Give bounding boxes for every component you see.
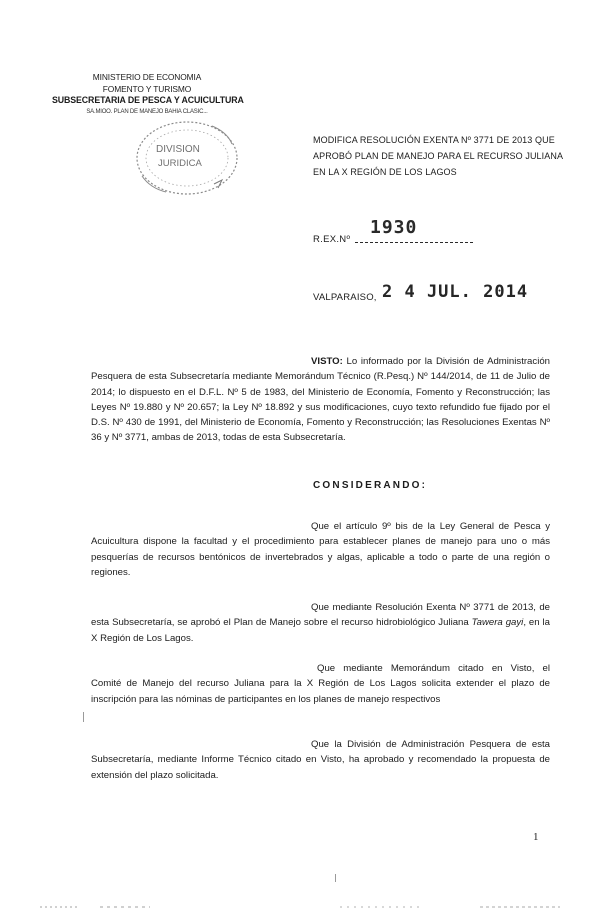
margin-mark: [335, 874, 336, 882]
stamp-line-2: JURIDICA: [158, 158, 202, 169]
letterhead-reference: SA.MIOO. PLAN DE MANEJO BAHIA CLASIC...: [86, 108, 208, 115]
subject-line-2: APROBÓ PLAN DE MANEJO PARA EL RECURSO JULIANA: [313, 151, 564, 161]
subject-line-3: EN LA X REGIÓN DE LOS LAGOS: [313, 167, 457, 177]
considerando-heading: CONSIDERANDO:: [313, 480, 428, 491]
subject-line-1: MODIFICA RESOLUCIÓN EXENTA Nº 3771 DE 2013 QUE: [313, 135, 555, 145]
stamp-line-1: DIVISION: [156, 144, 200, 155]
visto-label: VISTO:: [311, 356, 343, 367]
letterhead-subsecretaria: SUBSECRETARIA DE PESCA Y ACUICULTURA: [52, 95, 244, 105]
letterhead: [52, 72, 242, 117]
paragraph-2-text-before: Que mediante Resolución Exenta Nº 3771 de 2013, de esta Subsecretaría, se aprobó el Plan de Manejo sobre el recurso hidrobiológico Juliana: [91, 602, 550, 629]
considerando-paragraph-3: Que mediante Memorándum citado en Visto, el Comité de Manejo del recurso Juliana para la X Región de Los Lagos solicita extender el plazo de inscripción para las nóminas de participantes en los planes de manejo respectivos: [91, 663, 550, 705]
letterhead-ministry-sub: FOMENTO Y TURISMO: [102, 83, 192, 94]
scan-artifact-line: [40, 904, 560, 910]
page-number: 1: [533, 831, 539, 843]
considerando-paragraph-1: Que el artículo 9º bis de la Ley General de Pesca y Acuicultura dispone la facultad y el procedimiento para establecer planes de manejo para uno o más pesquerías de recursos bentónicos de invertebrados y algas, aplicable a todo o parte de una región o regiones.: [91, 521, 550, 578]
species-name: Tawera gayi: [471, 617, 524, 629]
resolution-number-label: R.EX.Nº: [313, 234, 351, 245]
division-juridica-stamp: [132, 118, 242, 198]
considerando-paragraph-4: Que la División de Administración Pesquera de esta Subsecretaría, mediante Informe Técnico citado en Visto, ha aprobado y recomendado la propuesta de extensión del plazo solicitada.: [91, 739, 550, 781]
resolution-number-stamp: 1930: [370, 217, 418, 238]
considerando-paragraph-2: [91, 600, 550, 646]
letterhead-ministry: MINISTERIO DE ECONOMIA: [92, 72, 202, 82]
place-label: VALPARAISO,: [313, 292, 377, 303]
resolution-number-underline: [355, 242, 473, 243]
paragraph-2-text-after: , en la X Región de Los Lagos.: [91, 617, 551, 644]
resolution-subject: [313, 132, 563, 180]
date-stamp: 2 4 JUL. 2014: [382, 282, 529, 302]
margin-mark: [83, 712, 84, 722]
visto-text: Lo informado por la División de Administración Pesquera de esta Subsecretaría mediante Memorándum Técnico (R.Pesq.) Nº 144/2014, de 11 de Julio de 2014; lo dispuesto en el D.F.L. Nº 5 de 1983, del Ministerio de Economía, Fomento y Reconstrucción; las Leyes Nº 19.880 y Nº 20.657; la Ley Nº 18.892 y sus modificaciones, cuyo texto refundido fue fijado por el D.S. Nº 430 de 1991, del Ministerio de Economía, Fomento y Reconstrucción; las Resoluciones Exentas Nº 36 y Nº 3771, ambas de 2013, todas de esta Subsecretaría.: [91, 356, 550, 444]
visto-paragraph: [91, 354, 550, 446]
